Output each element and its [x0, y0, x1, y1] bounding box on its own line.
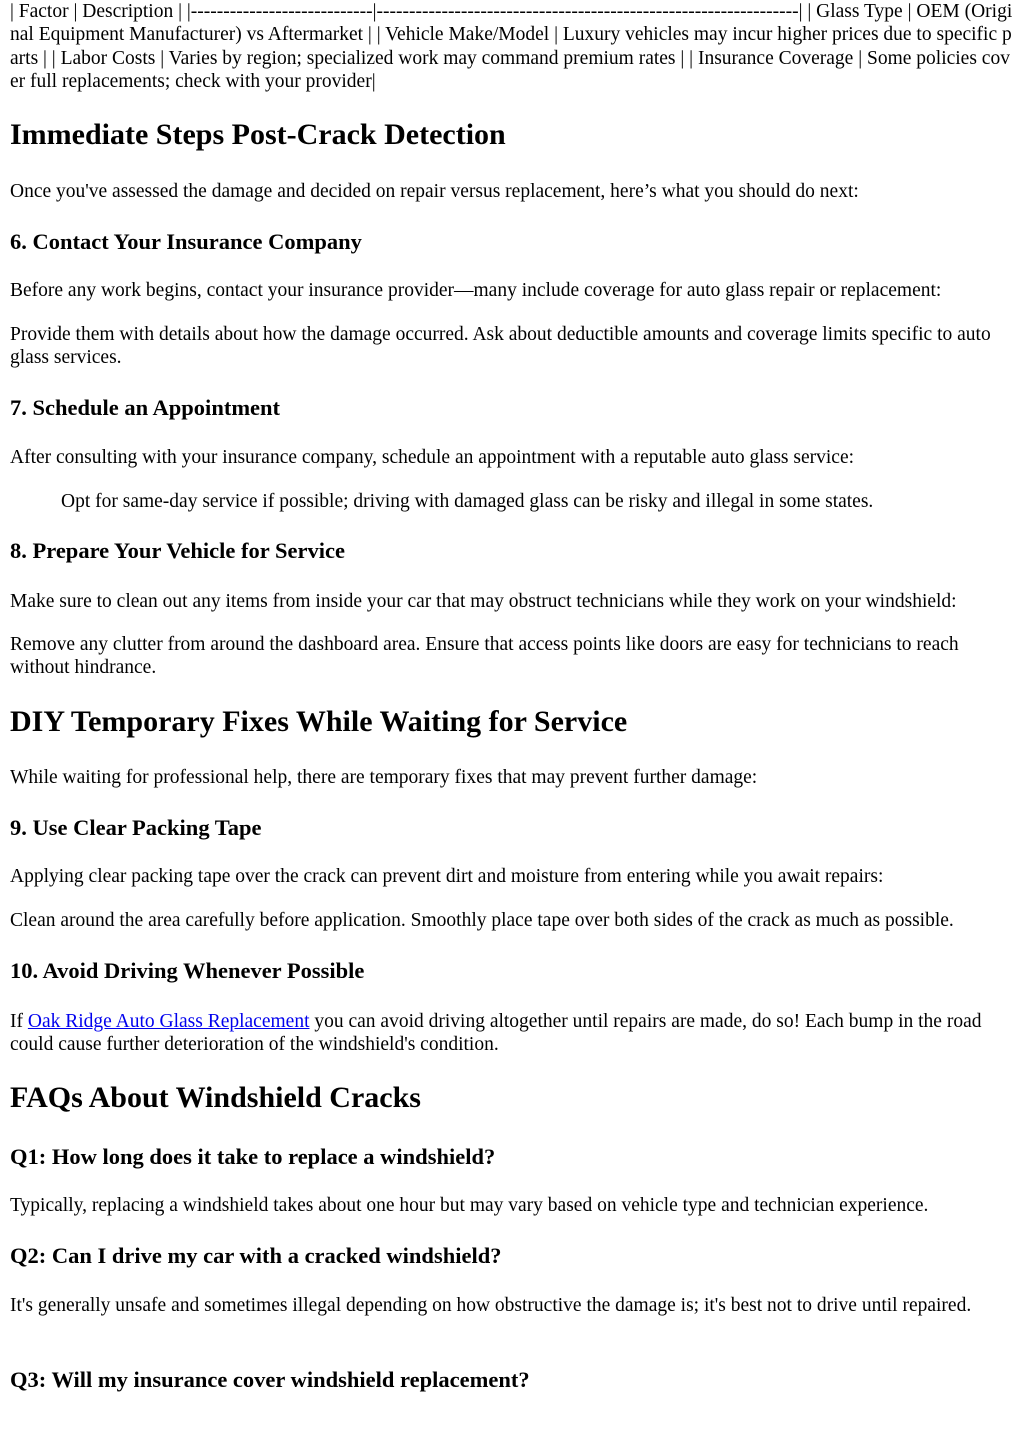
step9-paragraph-2: Clean around the area carefully before application. Smoothly place tape over both sides of the crack as much as possible. — [10, 910, 954, 931]
step10-heading: 10. Avoid Driving Whenever Possible — [10, 958, 365, 983]
step9-paragraph-1: Applying clear packing tape over the crack can prevent dirt and moisture from entering while you await repairs: — [10, 866, 884, 887]
faq-q2-heading: Q2: Can I drive my car with a cracked windshield? — [10, 1243, 502, 1268]
faq-q2-answer: It's generally unsafe and sometimes illegal depending on how obstructive the damage is; it's best not to drive until repaired. — [10, 1295, 972, 1316]
markdown-table-text: | Factor | Description | |----------------------------|-----------------------------------------------------------------| | Glass Type | OEM (Original Equipment Manufacturer) vs Aftermarket | | Vehicle Make/Model | Luxury vehicles may incur higher prices due to specific parts | | Labor Costs | Varies by region; specialized work may command premium rates | | Insurance Coverage | Some policies cover full replacements; check with your provider| — [10, 1, 1013, 92]
step8-paragraph-2: Remove any clutter from around the dashboard area. Ensure that access points like doors are easy for technicians to reach without hindrance. — [10, 634, 959, 679]
step10-text-before: If — [10, 1011, 28, 1032]
step8-paragraph-1: Make sure to clean out any items from inside your car that may obstruct technicians while they work on your windshield: — [10, 591, 957, 612]
step10-text-after: you can avoid driving altogether until repairs are made, do so! Each bump in the road could cause further deterioration of the windshield's condition. — [10, 1011, 982, 1056]
faq-q1-answer: Typically, replacing a windshield takes about one hour but may vary based on vehicle type and technician experience. — [10, 1195, 929, 1216]
step10-paragraph — [10, 1010, 1014, 1057]
step6-paragraph-2: Provide them with details about how the damage occurred. Ask about deductible amounts and coverage limits specific to auto glass services. — [10, 324, 991, 369]
step7-heading: 7. Schedule an Appointment — [10, 395, 281, 420]
diy-intro: While waiting for professional help, there are temporary fixes that may prevent further damage: — [10, 767, 758, 788]
section-title-diy-fixes: DIY Temporary Fixes While Waiting for Service — [10, 705, 628, 738]
section-title-faqs: FAQs About Windshield Cracks — [10, 1081, 421, 1114]
immediate-steps-intro: Once you've assessed the damage and decided on repair versus replacement, here’s what you should do next: — [10, 181, 859, 202]
step9-heading: 9. Use Clear Packing Tape — [10, 815, 262, 840]
step7-paragraph-1: After consulting with your insurance company, schedule an appointment with a reputable auto glass service: — [10, 447, 855, 468]
oak-ridge-auto-glass-link[interactable]: Oak Ridge Auto Glass Replacement — [27, 1011, 310, 1032]
step6-heading: 6. Contact Your Insurance Company — [10, 229, 362, 254]
section-title-immediate-steps: Immediate Steps Post-Crack Detection — [10, 118, 506, 151]
faq-q1-heading: Q1: How long does it take to replace a windshield? — [10, 1144, 496, 1169]
step8-heading: 8. Prepare Your Vehicle for Service — [10, 538, 345, 563]
step6-paragraph-1: Before any work begins, contact your insurance provider—many include coverage for auto glass repair or replacement: — [10, 280, 942, 301]
step7-paragraph-2: Opt for same-day service if possible; driving with damaged glass can be risky and illegal in some states. — [61, 491, 874, 512]
faq-q3-heading: Q3: Will my insurance cover windshield replacement? — [10, 1367, 530, 1392]
